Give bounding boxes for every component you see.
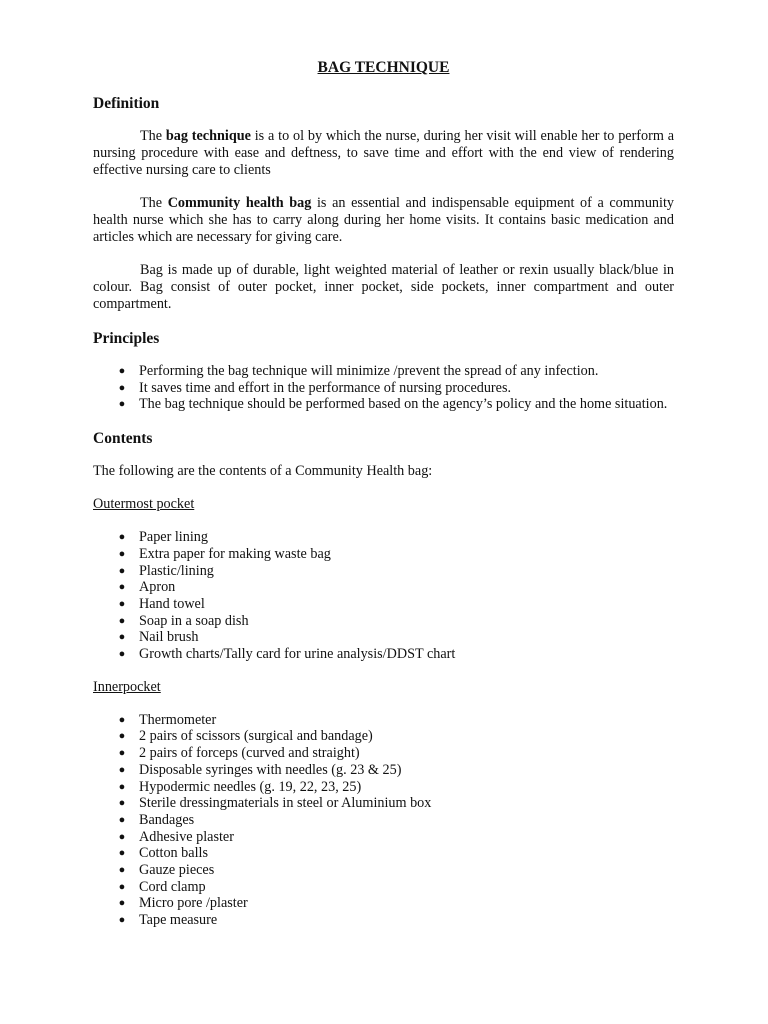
- list-item: [93, 596, 674, 613]
- document-title: BAG TECHNIQUE: [317, 59, 450, 76]
- list-item-text: Tape measure: [139, 912, 218, 929]
- list-item: [93, 912, 674, 929]
- list-item: [93, 745, 674, 762]
- bullet-icon: ●: [118, 365, 126, 377]
- bullet-icon: ●: [118, 813, 126, 826]
- list-item: [93, 812, 674, 829]
- bullet-icon: ●: [118, 564, 126, 577]
- list-item-text: Nail brush: [139, 629, 199, 646]
- definition-p1-lead: The: [140, 128, 166, 144]
- bullet-icon: ●: [118, 780, 126, 793]
- definition-paragraph-3: Bag is made up of durable, light weighted material of leather or rexin usually black/blue in colour. Bag consist of outer pocket, inner pocket, side pockets, inner compartment and outer compartment.: [93, 262, 674, 312]
- bullet-icon: ●: [118, 897, 126, 910]
- list-item-text: Paper lining: [139, 529, 208, 546]
- bullet-icon: ●: [118, 547, 126, 560]
- list-item: [93, 546, 674, 563]
- list-item: [93, 629, 674, 646]
- list-item: [93, 879, 674, 896]
- list-item-text: Extra paper for making waste bag: [139, 545, 331, 562]
- bullet-icon: ●: [118, 914, 126, 927]
- list-item: [93, 895, 674, 912]
- bullet-icon: ●: [118, 797, 126, 810]
- definition-paragraph-1: [93, 128, 674, 179]
- list-item: [93, 363, 674, 380]
- list-item-text: 2 pairs of scissors (surgical and bandage): [139, 728, 373, 745]
- list-item-text: Bandages: [139, 811, 195, 828]
- bullet-icon: ●: [118, 381, 126, 394]
- list-item: [93, 862, 674, 879]
- list-item: [93, 396, 674, 413]
- list-item: [93, 529, 674, 546]
- list-item: [93, 646, 674, 663]
- document-page: [93, 59, 674, 929]
- list-item-text: Adhesive plaster: [139, 828, 234, 845]
- list-item: [93, 579, 674, 596]
- bullet-icon: ●: [118, 830, 126, 843]
- list-item-text: Hypodermic needles (g. 19, 22, 23, 25): [139, 778, 362, 795]
- list-item: [93, 795, 674, 812]
- list-item: [93, 845, 674, 862]
- inner-pocket-heading: Innerpocket: [93, 678, 161, 695]
- list-item-text: Soap in a soap dish: [139, 612, 249, 629]
- bullet-icon: ●: [118, 847, 126, 860]
- list-item: [93, 380, 674, 397]
- principles-list: [93, 363, 674, 413]
- list-item: [93, 728, 674, 745]
- definition-heading: Definition: [93, 95, 160, 112]
- list-item-text: Thermometer: [139, 711, 217, 728]
- list-item-text: Disposable syringes with needles (g. 23 & 25): [139, 761, 402, 778]
- bullet-icon: ●: [118, 597, 126, 610]
- list-item: [93, 712, 674, 729]
- inner-pocket-list: [93, 712, 674, 929]
- bullet-icon: ●: [118, 730, 126, 743]
- bullet-icon: ●: [118, 864, 126, 877]
- bullet-icon: ●: [118, 648, 126, 661]
- list-item: [93, 613, 674, 630]
- outermost-pocket-heading: Outermost pocket: [93, 496, 195, 513]
- list-item-text: Plastic/lining: [139, 562, 214, 579]
- outermost-pocket-list: [93, 529, 674, 663]
- principles-heading: Principles: [93, 330, 160, 347]
- bullet-icon: ●: [118, 614, 126, 627]
- list-item-text: Hand towel: [139, 595, 205, 612]
- list-item-text: Gauze pieces: [139, 862, 215, 879]
- definition-paragraph-2: [93, 195, 674, 246]
- bullet-icon: ●: [118, 763, 126, 776]
- definition-p1-rest: is a to ol by which the nurse, during her visit will enable her to perform a nursing procedure with ease and deftness, to save time and effort with the end view of rendering effective nursing care to clients: [93, 128, 675, 178]
- list-item: [93, 779, 674, 796]
- bag-technique-term: bag technique: [165, 128, 251, 144]
- community-health-bag-term: Community health bag: [167, 195, 312, 211]
- list-item-text: Growth charts/Tally card for urine analysis/DDST chart: [139, 646, 456, 663]
- bullet-icon: ●: [118, 531, 126, 544]
- bullet-icon: ●: [118, 581, 126, 594]
- contents-intro: The following are the contents of a Community Health bag:: [93, 463, 433, 480]
- bullet-icon: ●: [118, 398, 126, 411]
- contents-heading: Contents: [93, 430, 153, 448]
- bullet-icon: ●: [118, 631, 126, 644]
- bullet-icon: ●: [118, 713, 126, 726]
- definition-p2-rest: is an essential and indispensable equipment of a community health nurse which she has to carry along during her home visits. It contains basic medication and articles which are necessary for giving care.: [93, 195, 675, 245]
- definition-p2-lead: The: [140, 195, 168, 211]
- list-item-text: Sterile dressingmaterials in steel or Aluminium box: [139, 795, 432, 812]
- bullet-icon: ●: [118, 747, 126, 760]
- list-item: [93, 563, 674, 580]
- list-item-text: Cord clamp: [139, 878, 206, 895]
- list-item-text: It saves time and effort in the performance of nursing procedures.: [139, 379, 512, 396]
- list-item-text: Apron: [139, 579, 176, 596]
- list-item-text: 2 pairs of forceps (curved and straight): [139, 745, 360, 762]
- list-item: [93, 829, 674, 846]
- list-item-text: Cotton balls: [139, 845, 208, 862]
- bullet-icon: ●: [118, 880, 126, 893]
- list-item-text: Micro pore /plaster: [139, 895, 248, 912]
- list-item: [93, 762, 674, 779]
- list-item-text: Performing the bag technique will minimize /prevent the spread of any infection.: [139, 363, 599, 379]
- list-item-text: The bag technique should be performed based on the agency’s policy and the home situation.: [139, 396, 668, 413]
